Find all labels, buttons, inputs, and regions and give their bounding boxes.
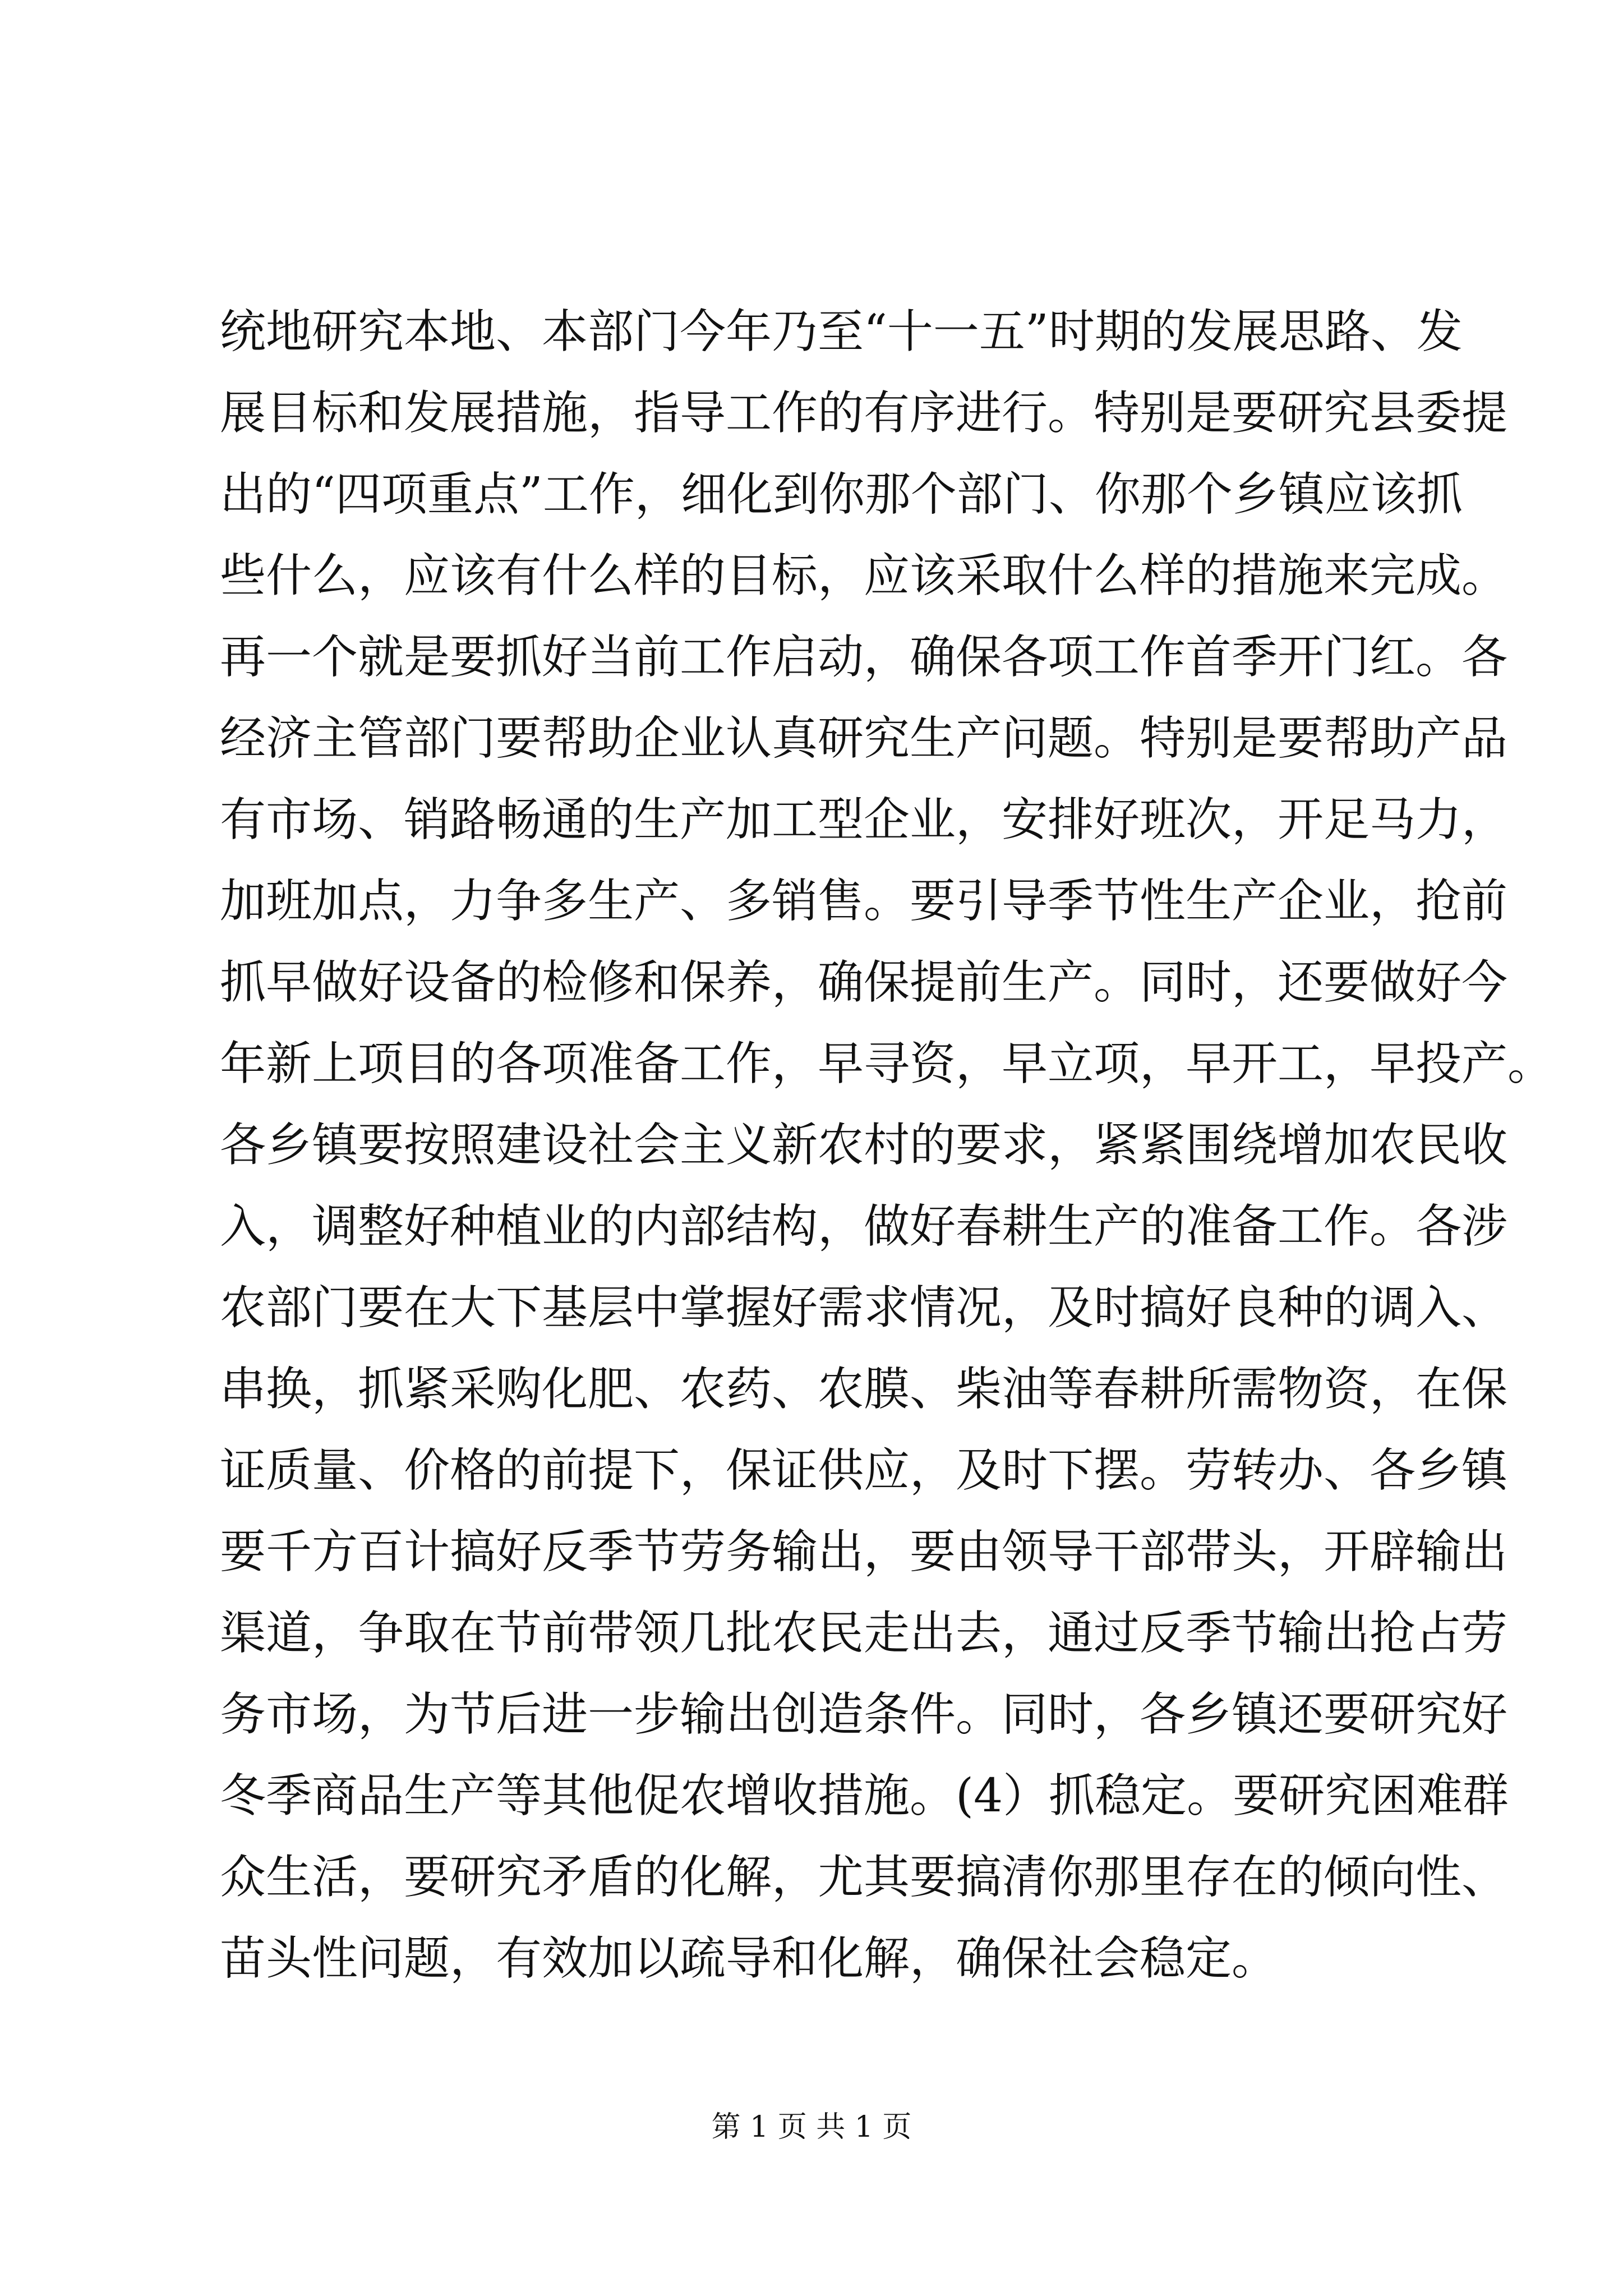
text-line: 务市场，为节后进一步输出创造条件。同时，各乡镇还要研究好 (220, 1688, 1508, 1741)
text-line: 各乡镇要按照建设社会主义新农村的要求，紧紧围绕增加农民收 (220, 1119, 1508, 1172)
text-line: 众生活，要研究矛盾的化解，尤其要搞清你那里存在的倾向性、 (220, 1851, 1508, 1904)
text-line: 统地研究本地、本部门今年乃至“十一五”时期的发展思路、发 (220, 305, 1463, 358)
text-line: 加班加点，力争多生产、多销售。要引导季节性生产企业，抢前 (220, 875, 1508, 928)
text-line: 展目标和发展措施，指导工作的有序进行。特别是要研究县委提 (220, 386, 1508, 440)
text-line: 些什么，应该有什么样的目标，应该采取什么样的措施来完成。 (220, 549, 1508, 602)
text-line: 苗头性问题，有效加以疏导和化解，确保社会稳定。 (220, 1932, 1278, 1985)
text-line: 经济主管部门要帮助企业认真研究生产问题。特别是要帮助产品 (220, 712, 1508, 765)
text-line: 渠道，争取在节前带领几批农民走出去，通过反季节输出抢占劳 (220, 1607, 1508, 1660)
text-line: 证质量、价格的前提下，保证供应，及时下摆。劳转办、各乡镇 (220, 1444, 1508, 1497)
text-line: 入，调整好种植业的内部结构，做好春耕生产的准备工作。各涉 (220, 1200, 1508, 1253)
text-line: 要千方百计搞好反季节劳务输出，要由领导干部带头，开辟输出 (220, 1525, 1508, 1579)
text-line: 串换，抓紧采购化肥、农药、农膜、柴油等春耕所需物资，在保 (220, 1363, 1508, 1416)
text-line: 冬季商品生产等其他促农增收措施。(4）抓稳定。要研究困难群 (220, 1769, 1509, 1823)
body-text (220, 291, 1554, 1999)
page-number-label: 第 1 页 共 1 页 (711, 2110, 912, 2144)
text-line: 抓早做好设备的检修和保养，确保提前生产。同时，还要做好今 (220, 956, 1508, 1009)
page-footer (0, 2108, 1623, 2147)
text-line: 农部门要在大下基层中掌握好需求情况，及时搞好良种的调入、 (220, 1281, 1508, 1335)
text-line: 年新上项目的各项准备工作，早寻资，早立项，早开工，早投产。 (220, 1037, 1554, 1091)
text-line: 再一个就是要抓好当前工作启动，确保各项工作首季开门红。各 (220, 631, 1508, 684)
text-line: 出的“四项重点”工作，细化到你那个部门、你那个乡镇应该抓 (220, 468, 1463, 521)
text-line: 有市场、销路畅通的生产加工型企业，安排好班次，开足马力， (220, 793, 1508, 846)
